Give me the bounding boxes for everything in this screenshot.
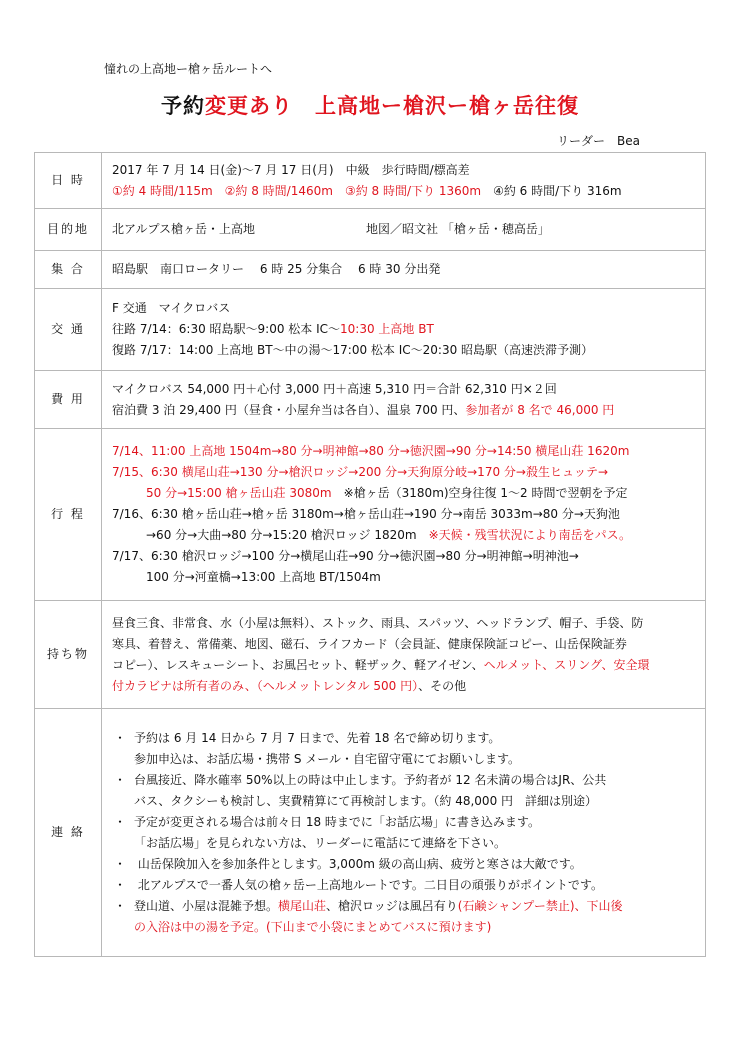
- page-title: [0, 90, 740, 120]
- itinerary-day-3-cont: [112, 525, 695, 546]
- leader-name: リーダー Bea: [557, 134, 640, 148]
- itinerary-day-4: 7/17、6:30 槍沢ロッジ→100 分→横尾山荘→90 分→徳沢園→80 分→明神館→明神池→: [112, 549, 579, 563]
- date-times-red: ①約 4 時間/115m ②約 8 時間/1460m ③約 8 時間/下り 1360m: [112, 183, 482, 198]
- note-6: [114, 896, 695, 917]
- transport-line-1: F 交通 マイクロバス: [112, 301, 231, 315]
- note-4-text: 山岳保険加入を参加条件とします。3,000m 級の高山病、疲労と寒さは大敵です。: [134, 856, 582, 871]
- row-transport: [35, 289, 706, 371]
- itinerary-day-3-note: ※天候・残雪状況により南岳をパス。: [416, 528, 632, 542]
- bullet: ・: [114, 730, 127, 745]
- note-2-text: 台風接近、降水確率 50%以上の時は中止します。予約者が 12 名未満の場合はJR、公共: [134, 772, 607, 787]
- transport-outbound: 往路 7/14：6:30 昭島駅～9:00 松本 IC～: [112, 322, 341, 336]
- value-date: [102, 153, 706, 209]
- meeting-text: 昭島駅 南口ロータリー 6 時 25 分集合 6 時 30 分出発: [112, 262, 441, 276]
- bullet: ・: [114, 877, 127, 892]
- row-itinerary: [35, 429, 706, 601]
- row-date: [35, 153, 706, 209]
- value-meeting: [102, 251, 706, 289]
- date-line-2: [112, 181, 695, 202]
- note-6-text: 登山道、小屋は混雑予想。: [134, 898, 279, 913]
- value-items: [102, 601, 706, 709]
- note-1-cont: 参加申込は、お話広場・携帯 S メール・自宅留守電にてお願いします。: [134, 751, 521, 766]
- title-prefix: 予約: [161, 94, 205, 118]
- note-2-cont: バス、タクシーも検討し、実費精算にて再検討します。（約 48,000 円 詳細は別途）: [134, 793, 598, 808]
- items-line-3: [112, 655, 695, 676]
- label-itinerary: 行 程: [35, 429, 102, 601]
- destination-line: [112, 219, 695, 240]
- note-3-cont: 「お話広場」を見られない方は、リーダーに電話にて連絡を下さい。: [134, 835, 507, 850]
- value-contact: [102, 709, 706, 957]
- note-1-text: 予約は 6 月 14 日から 7 月 7 日まで、先着 18 名で締め切ります。: [134, 730, 501, 745]
- value-cost: [102, 371, 706, 429]
- note-2: [114, 770, 695, 791]
- items-line-4-black: 、その他: [418, 678, 467, 693]
- title-change-notice: 変更あり: [205, 94, 293, 118]
- trip-info-table: [34, 152, 706, 957]
- transport-arrival: 10:30 上高地 BT: [340, 322, 434, 336]
- itinerary-day-2-note: ※槍ヶ岳（3180m)空身往復 1～2 時間で翌朝を予定: [331, 486, 628, 500]
- items-line-4: [112, 676, 695, 697]
- note-6-cont: の入浴は中の湯を予定。(下山まで小袋にまとめてバスに預けます): [134, 919, 492, 934]
- label-meeting: 集 合: [35, 251, 102, 289]
- note-6-text-2: 、槍沢ロッジは風呂有り: [326, 898, 458, 913]
- transport-line-3: 復路 7/17：14:00 上高地 BT～中の湯～17:00 松本 IC～20:30 昭島駅（高速渋滞予測）: [112, 343, 594, 357]
- row-cost: [35, 371, 706, 429]
- row-contact: [35, 709, 706, 957]
- subtitle: 憧れの上高地ー槍ヶ岳ルートへ: [104, 62, 273, 76]
- cost-per-person: 参加者が 8 名で 46,000 円: [465, 402, 615, 417]
- notes-list: [114, 728, 695, 938]
- label-date: 日 時: [35, 153, 102, 209]
- row-destination: [35, 209, 706, 251]
- date-times-black: ④約 6 時間/下り 316m: [481, 183, 622, 198]
- note-3-text: 予定が変更される場合は前々日 18 時までに「お話広場」に書き込みます。: [134, 814, 540, 829]
- bullet: ・: [114, 898, 127, 913]
- date-line-1: 2017 年 7 月 14 日(金)～7 月 17 日(月) 中級 歩行時間/標高差: [112, 162, 470, 177]
- note-5: [114, 875, 695, 896]
- cost-line-2: [112, 400, 695, 421]
- cost-line-1: マイクロバス 54,000 円＋心付 3,000 円＋高速 5,310 円＝合計 62,310 円×２回: [112, 381, 557, 396]
- transport-line-2: [112, 319, 695, 340]
- items-line-4-red: 付カラビナは所有者のみ、（ヘルメットレンタル 500 円）: [112, 678, 419, 693]
- label-contact: 連 絡: [35, 709, 102, 957]
- itinerary-day-2-arrival: 50 分→15:00 槍ヶ岳山荘 3080m: [146, 486, 332, 500]
- label-transport: 交 通: [35, 289, 102, 371]
- items-line-2: 寒具、着替え、常備薬、地図、磁石、ライフカード（会員証、健康保険証コピー、山岳保険証券: [112, 636, 627, 651]
- destination-map: 地図／昭文社 「槍ヶ岳・穂高岳」: [366, 222, 550, 236]
- itinerary-day-1: 7/14、11:00 上高地 1504m→80 分→明神館→80 分→徳沢園→90 分→14:50 横尾山荘 1620m: [112, 444, 630, 458]
- itinerary-day-4-cont: 100 分→河童橋→13:00 上高地 BT/1504m: [146, 570, 381, 584]
- note-1: [114, 728, 695, 749]
- itinerary-day-2: 7/15、6:30 横尾山荘→130 分→槍沢ロッジ→200 分→天狗原分岐→170 分→殺生ヒュッテ→: [112, 465, 609, 479]
- value-itinerary: [102, 429, 706, 601]
- destination-text: 北アルプス槍ヶ岳・上高地: [112, 222, 256, 236]
- title-route: 上高地ー槍沢ー槍ヶ岳往復: [315, 94, 579, 118]
- itinerary-day-3-route: →60 分→大曲→80 分→15:20 槍沢ロッジ 1820m: [146, 528, 417, 542]
- note-6-red-1: 横尾山荘: [278, 898, 327, 913]
- row-meeting: [35, 251, 706, 289]
- items-line-3-black: コピー）、レスキューシート、お風呂セット、軽ザック、軽アイゼン、: [112, 657, 484, 672]
- label-destination: 目的地: [35, 209, 102, 251]
- bullet: ・: [114, 772, 127, 787]
- value-destination: [102, 209, 706, 251]
- bullet: ・: [114, 856, 127, 871]
- cost-lodging: 宿泊費 3 泊 29,400 円（昼食・小屋弁当は各自）、温泉 700 円、: [112, 402, 466, 417]
- note-5-text: 北アルプスで一番人気の槍ヶ岳ー上高地ルートです。二日目の頑張りがポイントです。: [134, 877, 603, 892]
- items-line-1: 昼食三食、非常食、水（小屋は無料）、ストック、雨具、スパッツ、ヘッドランプ、帽子、手袋、防: [112, 615, 644, 630]
- items-line-3-red: ヘルメット、スリング、安全環: [483, 657, 650, 672]
- note-4: [114, 854, 695, 875]
- label-cost: 費 用: [35, 371, 102, 429]
- note-6-red-2: (石鹸シャンプー禁止)、下山後: [457, 898, 623, 913]
- itinerary-day-2-cont: [112, 483, 695, 504]
- label-items: 持ち物: [35, 601, 102, 709]
- row-items: [35, 601, 706, 709]
- bullet: ・: [114, 814, 127, 829]
- note-3: [114, 812, 695, 833]
- itinerary-day-3: 7/16、6:30 槍ヶ岳山荘→槍ヶ岳 3180m→槍ヶ岳山荘→190 分→南岳 3033m→80 分→天狗池: [112, 507, 620, 521]
- value-transport: [102, 289, 706, 371]
